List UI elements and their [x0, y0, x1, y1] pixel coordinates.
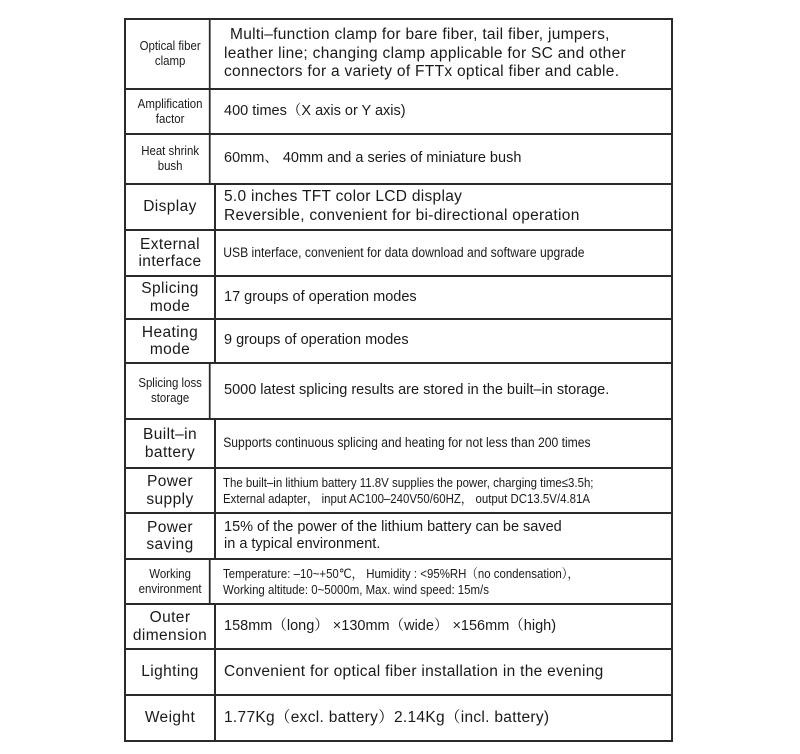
row-value: 15% of the power of the lithium battery can be saved in a typical environment. — [224, 518, 562, 552]
table-row — [126, 469, 671, 514]
row-label: External interface — [126, 231, 216, 275]
row-label: Splicing mode — [126, 277, 216, 318]
row-value: Temperature: –10~+50℃， Humidity : <95%RH（no condensation）， Working altitude: 0~5000m, Max. wind speed: 15m/s — [223, 565, 579, 597]
row-value: 1.77Kg（excl. battery）2.14Kg（incl. battery) — [224, 708, 550, 726]
specifications-table — [124, 18, 673, 742]
table-row — [126, 231, 671, 277]
row-label: Splicing loss storage — [131, 364, 210, 418]
row-label: Weight — [126, 696, 216, 740]
row-label: Power saving — [126, 514, 216, 558]
table-row — [126, 90, 671, 135]
table-row — [126, 696, 671, 740]
table-row — [126, 605, 671, 650]
row-value: 17 groups of operation modes — [224, 288, 417, 305]
row-value: 5000 latest splicing results are stored in the built–in storage. — [224, 382, 610, 399]
table-row — [126, 185, 671, 231]
row-value: Convenient for optical fiber installation in the evening — [224, 662, 604, 680]
row-label: Outer dimension — [126, 605, 216, 648]
table-row — [126, 320, 671, 364]
row-label: Lighting — [126, 650, 216, 694]
row-value: Supports continuous splicing and heating for not less than 200 times — [223, 435, 591, 451]
row-label: Display — [126, 185, 216, 229]
row-label: Power supply — [126, 469, 216, 512]
table-row — [126, 277, 671, 320]
row-value: 158mm（long） ×130mm（wide） ×156mm（high) — [224, 617, 557, 634]
row-label: Working environment — [131, 560, 210, 603]
row-value: 5.0 inches TFT color LCD display Reversible, convenient for bi-directional operation — [224, 188, 580, 224]
row-label: Built–in battery — [126, 420, 216, 467]
row-label: Heat shrink bush — [131, 135, 210, 183]
row-value: Multi–function clamp for bare fiber, tail fiber, jumpers, leather line; changing clamp applicable for SC and other connectors for a variety of FTTx optical fiber and cable. — [224, 26, 626, 81]
row-label: Optical fiber clamp — [131, 20, 210, 88]
row-label: Amplification factor — [131, 90, 210, 133]
table-row — [126, 364, 671, 420]
row-value: 400 times（X axis or Y axis) — [224, 102, 406, 119]
table-row — [126, 514, 671, 560]
table-row — [126, 650, 671, 696]
table-row — [126, 560, 671, 605]
row-value: USB interface, convenient for data download and software upgrade — [223, 244, 585, 260]
table-row — [126, 420, 671, 469]
table-row — [126, 20, 671, 90]
row-label: Heating mode — [126, 320, 216, 362]
row-value: 9 groups of operation modes — [224, 332, 409, 349]
table-row — [126, 135, 671, 185]
row-value: 60mm、 40mm and a series of miniature bush — [224, 150, 522, 167]
row-value: The built–in lithium battery 11.8V supplies the power, charging time≤3.5h; External adapter， input AC100–240V50/60HZ， output DC13.5V/4.81A — [223, 474, 594, 506]
